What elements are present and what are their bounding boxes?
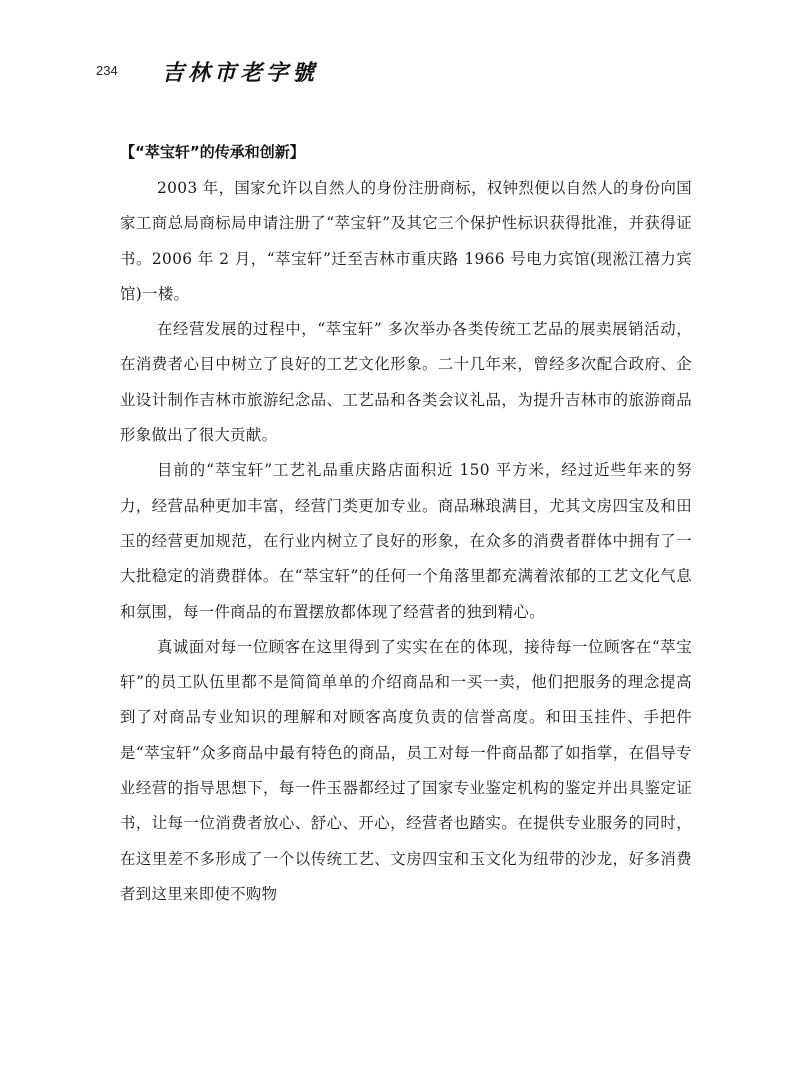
paragraph: 目前的“萃宝轩”工艺礼品重庆路店面积近 150 平方米，经过近些年来的努力，经营品种更加丰富，经营门类更加专业。商品琳琅满目，尤其文房四宝及和田玉的经营更加规范，在行业内树立了良好的形象，在众多的消费者群体中拥有了一大批稳定的消费群体。在“萃宝轩”的任何一个角落里都充满着浓郁的工艺文化气息和氛围，每一件商品的布置摆放都体现了经营者的独到精心。: [120, 461, 692, 621]
page-number: 234: [96, 63, 118, 78]
section-heading: 【“萃宝轩”的传承和创新】: [120, 143, 305, 161]
body-text: [120, 171, 692, 912]
paragraph: 真诚面对每一位顾客在这里得到了实实在在的体现，接待每一位顾客在“萃宝轩”的员工队伍里都不是简简单单的介绍商品和一买一卖，他们把服务的理念提高到了对商品专业知识的理解和对顾客高度负责的信誉高度。和田玉挂件、手把件是“萃宝轩”众多商品中最有特色的商品，员工对每一件商品都了如指掌，在倡导专业经营的指导思想下，每一件玉器都经过了国家专业鉴定机构的鉴定并出具鉴定证书，让每一位消费者放心、舒心、开心，经营者也踏实。在提供专业服务的同时，在这里差不多形成了一个以传统工艺、文房四宝和玉文化为纽带的沙龙，好多消费者到这里来即使不购物: [120, 637, 692, 903]
paragraph: 2003 年，国家允许以自然人的身份注册商标，权钟烈便以自然人的身份向国家工商总局商标局申请注册了“萃宝轩”及其它三个保护性标识获得批准，并获得证书。2006 年 2 月，“萃宝轩”迁至吉林市重庆路 1966 号电力宾馆(现淞江禧力宾馆)一楼。: [120, 179, 692, 303]
paragraph: 在经营发展的过程中，“萃宝轩” 多次举办各类传统工艺品的展卖展销活动，在消费者心目中树立了良好的工艺文化形象。二十几年来，曾经多次配合政府、企业设计制作吉林市旅游纪念品、工艺品和各类会议礼品，为提升吉林市的旅游商品形象做出了很大贡献。: [120, 320, 692, 445]
book-title: 吉林市老字號: [162, 60, 319, 86]
